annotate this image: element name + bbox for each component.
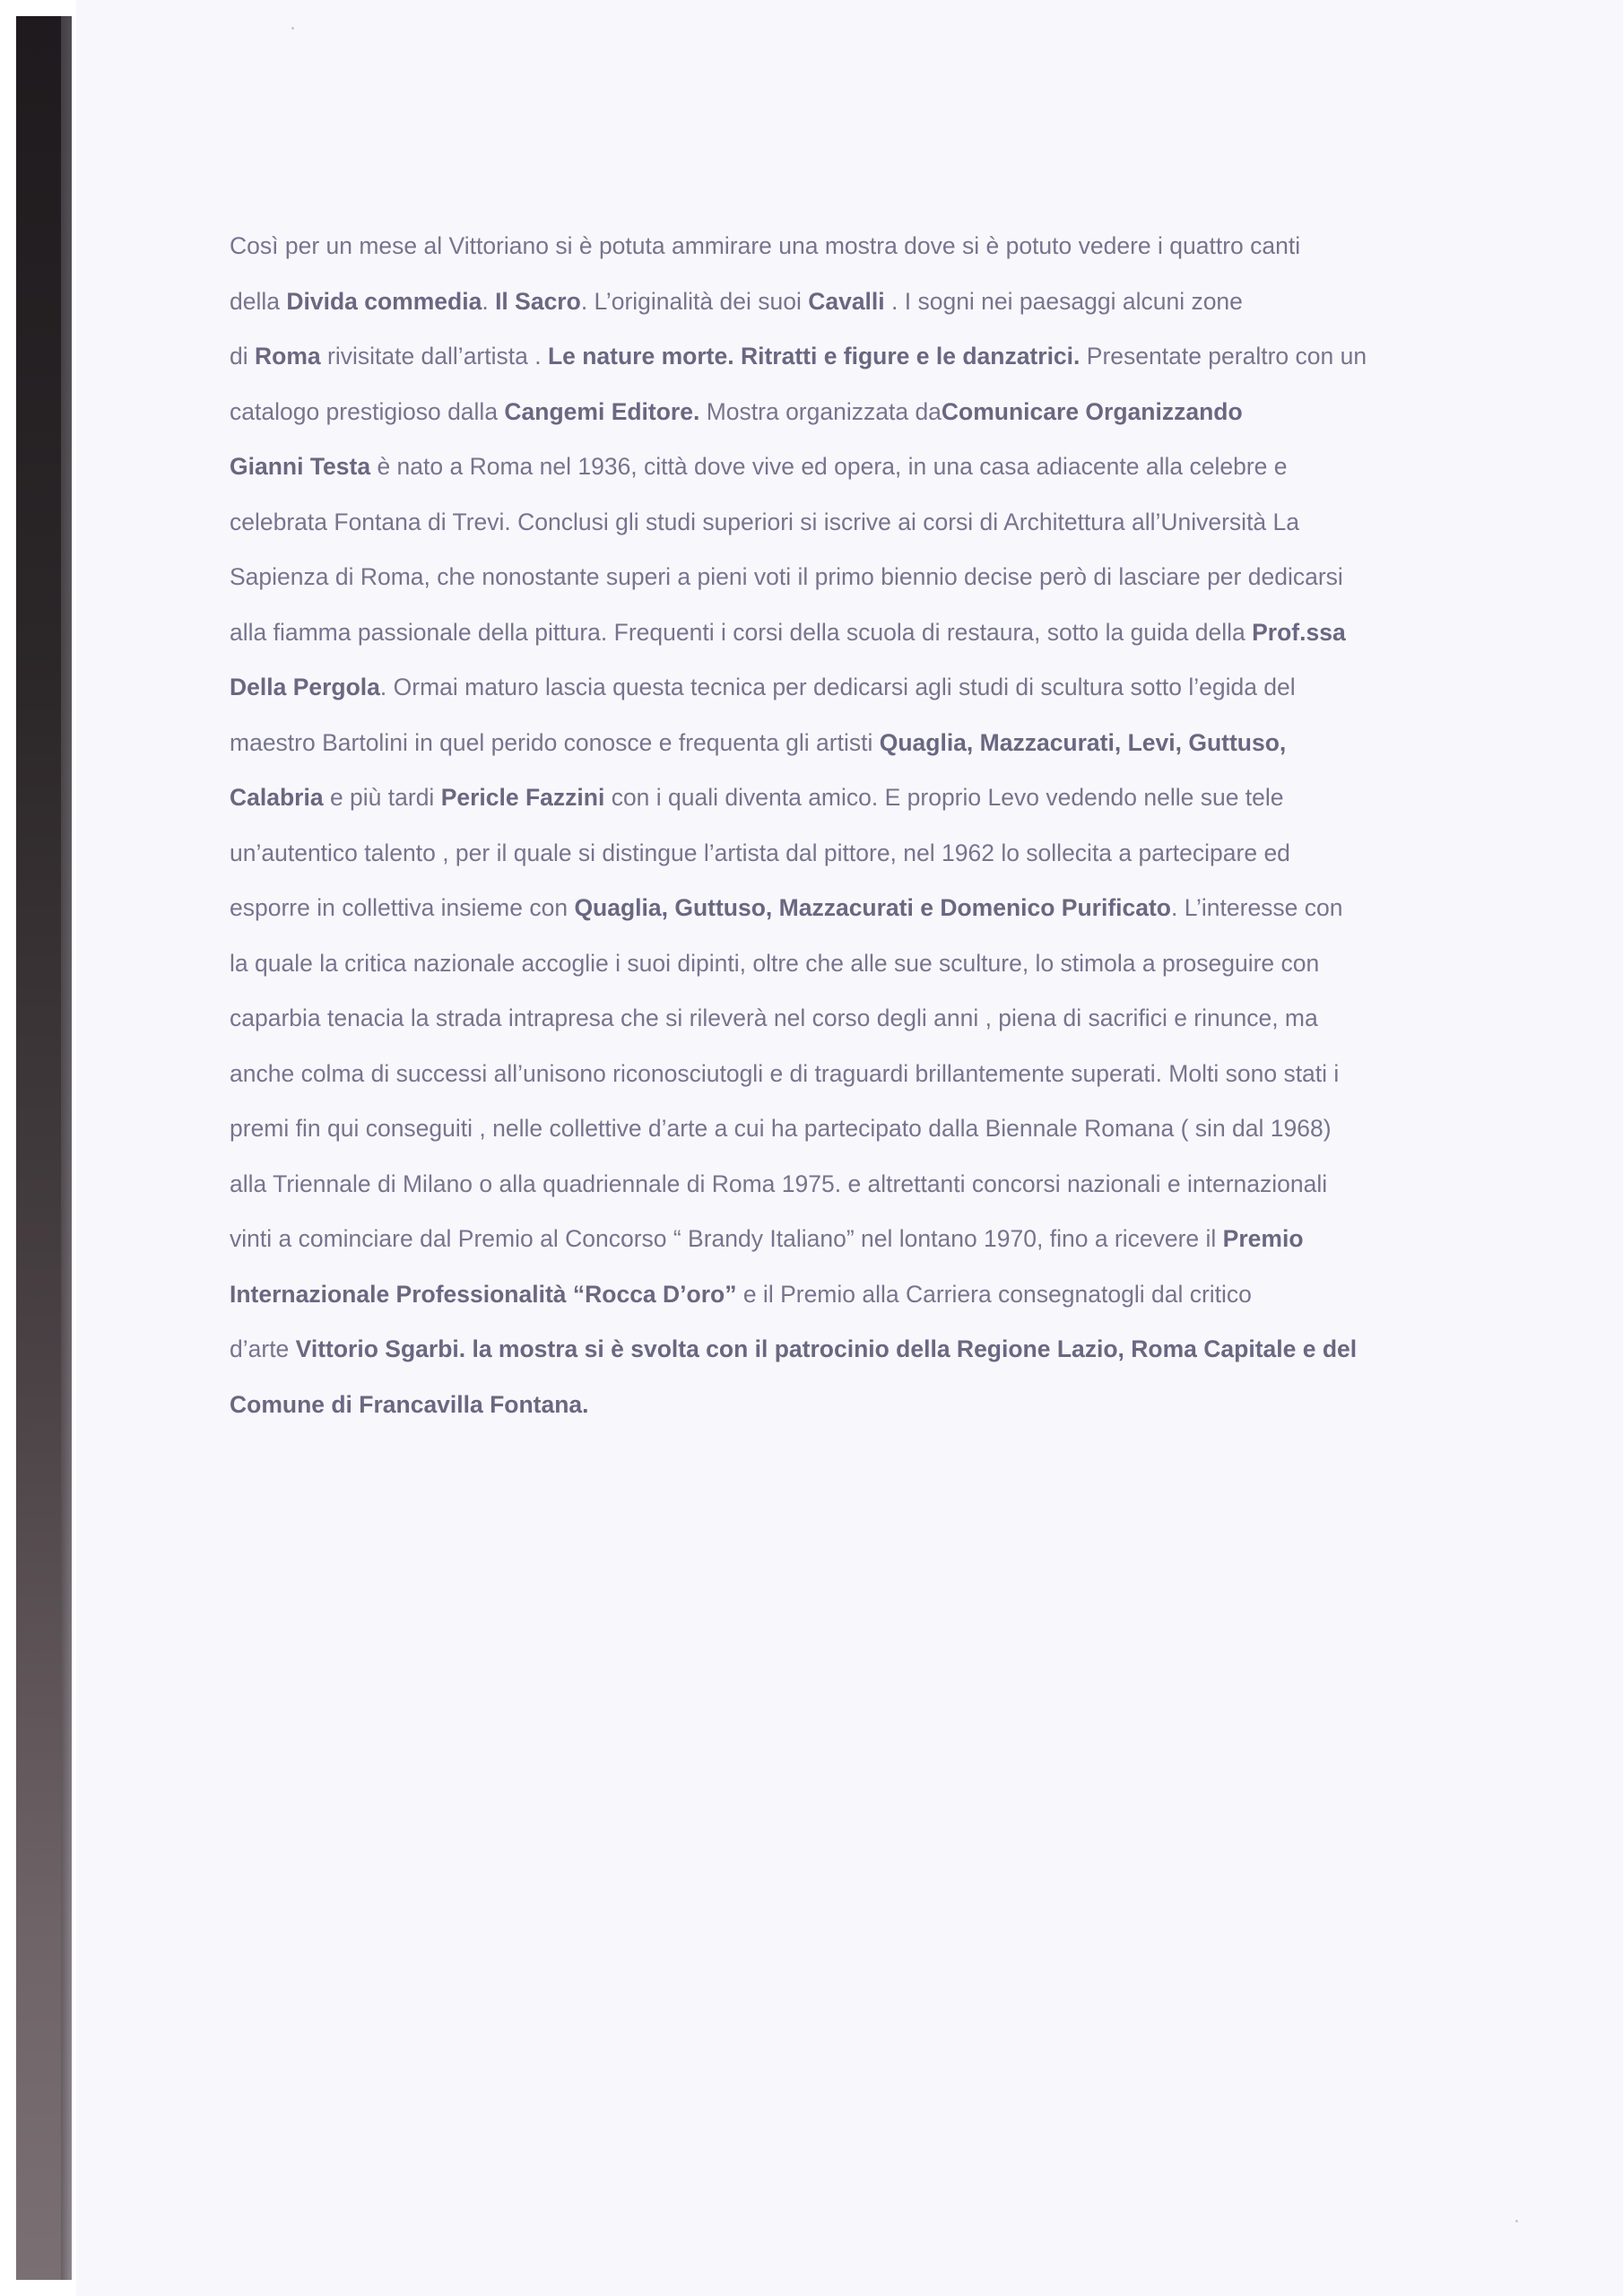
bold-text-run: Le nature morte. Ritratti e figure e le danzatrici. xyxy=(547,343,1081,370)
text-run: esporre in collettiva insieme con xyxy=(230,894,575,921)
text-line xyxy=(230,881,1575,936)
bold-text-run: Prof.ssa xyxy=(1252,618,1346,646)
text-line xyxy=(230,991,1575,1047)
text-line xyxy=(230,439,1575,495)
bold-text-run: Calabria xyxy=(230,784,324,811)
text-run: . I sogni nei paesaggi alcuni zone xyxy=(884,287,1243,315)
text-line xyxy=(230,495,1575,551)
text-run: con i quali diventa amico. E proprio Levo vedendo nelle sue tele xyxy=(604,784,1284,811)
text-run: d’arte xyxy=(230,1335,296,1362)
bold-text-run: Il Sacro xyxy=(495,287,581,315)
text-run: e il Premio alla Carriera consegnatogli dal critico xyxy=(736,1280,1252,1308)
text-line xyxy=(230,219,1575,274)
scan-speck xyxy=(291,27,294,30)
text-run: un’autentico talento , per il quale si distingue l’artista dal pittore, nel 1962 lo sollecita a partecipare ed xyxy=(230,839,1290,866)
scanner-edge xyxy=(0,0,76,2296)
bold-text-run: Gianni Testa xyxy=(230,453,371,480)
scan-speck xyxy=(1515,2220,1518,2222)
scanner-shadow-strip xyxy=(16,16,72,2280)
text-run: . Ormai maturo lascia questa tecnica per dedicarsi agli studi di scultura sotto l’egida del xyxy=(379,674,1296,700)
text-run: Così per un mese al Vittoriano si è potuta ammirare una mostra dove si è potuto vedere i quattro canti xyxy=(230,232,1301,259)
text-run: catalogo prestigioso dalla xyxy=(230,397,505,425)
bold-text-run: Comune di Francavilla Fontana. xyxy=(230,1390,589,1418)
text-run: alla fiamma passionale della pittura. Frequenti i corsi della scuola di restaura, sotto la guida della xyxy=(230,618,1253,646)
body-text xyxy=(230,219,1575,1432)
bold-text-run: Pericle Fazzini xyxy=(440,784,605,811)
text-line xyxy=(230,274,1575,330)
text-line xyxy=(230,1157,1575,1213)
text-line xyxy=(230,605,1575,661)
text-line xyxy=(230,716,1575,771)
text-line xyxy=(230,329,1575,385)
text-run: e più tardi xyxy=(323,784,441,811)
text-run: Mostra organizzata da xyxy=(699,397,942,425)
bold-text-run: Comunicare Organizzando xyxy=(941,397,1243,425)
text-run: rivisitate dall’artista . xyxy=(320,343,548,370)
text-run: la quale la critica nazionale accoglie i suoi dipinti, oltre che alle sue sculture, lo stimola a proseguire con xyxy=(230,949,1320,977)
text-run: celebrata Fontana di Trevi. Conclusi gli studi superiori si iscrive ai corsi di Architettura all’Università La xyxy=(230,508,1300,535)
text-run: . L’originalità dei suoi xyxy=(580,287,809,315)
text-run: anche colma di successi all’unisono riconosciutogli e di traguardi brillantemente superati. Molti sono stati i xyxy=(230,1059,1340,1087)
bold-text-run: Divida commedia xyxy=(286,287,482,315)
text-line xyxy=(230,1212,1575,1267)
text-run: alla Triennale di Milano o alla quadriennale di Roma 1975. e altrettanti concorsi nazionali e internazionali xyxy=(230,1170,1328,1197)
text-line xyxy=(230,385,1575,440)
bold-text-run: Internazionale Professionalità “Rocca D’oro” xyxy=(230,1280,737,1308)
text-run: . xyxy=(482,287,496,315)
bold-text-run: Quaglia, Guttuso, Mazzacurati e Domenico Purificato xyxy=(574,894,1171,921)
bold-text-run: Vittorio Sgarbi. la mostra si è svolta con il patrocinio della Regione Lazio, Roma Capitale e del xyxy=(295,1335,1358,1362)
text-line xyxy=(230,770,1575,826)
text-run: Sapienza di Roma, che nonostante superi a pieni voti il primo biennio decise però di lasciare per dedicarsi xyxy=(230,563,1343,590)
text-line xyxy=(230,550,1575,605)
text-line xyxy=(230,1378,1575,1433)
bold-text-run: Della Pergola xyxy=(230,674,380,700)
text-line xyxy=(230,1047,1575,1102)
text-run: . L’interesse con xyxy=(1171,894,1343,921)
text-line xyxy=(230,1267,1575,1323)
text-line xyxy=(230,1322,1575,1378)
text-run: maestro Bartolini in quel perido conosce e frequenta gli artisti xyxy=(230,728,880,756)
text-run: caparbia tenacia la strada intrapresa che si rileverà nel corso degli anni , piena di sacrifici e rinunce, ma xyxy=(230,1004,1318,1031)
text-run: è nato a Roma nel 1936, città dove vive ed opera, in una casa adiacente alla celebre e xyxy=(370,453,1288,480)
bold-text-run: Cangemi Editore. xyxy=(504,397,700,425)
text-run: vinti a cominciare dal Premio al Concorso “ Brandy Italiano” nel lontano 1970, fino a ricevere il xyxy=(230,1225,1223,1252)
text-run: di xyxy=(230,343,255,370)
text-run: premi fin qui conseguiti , nelle collettive d’arte a cui ha partecipato dalla Biennale Romana ( sin dal 1968) xyxy=(230,1115,1332,1142)
text-line xyxy=(230,1101,1575,1157)
text-line xyxy=(230,660,1575,716)
text-line xyxy=(230,936,1575,992)
text-run: Presentate peraltro con un xyxy=(1080,343,1367,370)
bold-text-run: Premio xyxy=(1222,1225,1304,1252)
bold-text-run: Roma xyxy=(255,343,321,370)
bold-text-run: Quaglia, Mazzacurati, Levi, Guttuso, xyxy=(879,728,1287,756)
text-line xyxy=(230,826,1575,882)
bold-text-run: Cavalli xyxy=(808,287,885,315)
text-run: della xyxy=(230,287,287,315)
